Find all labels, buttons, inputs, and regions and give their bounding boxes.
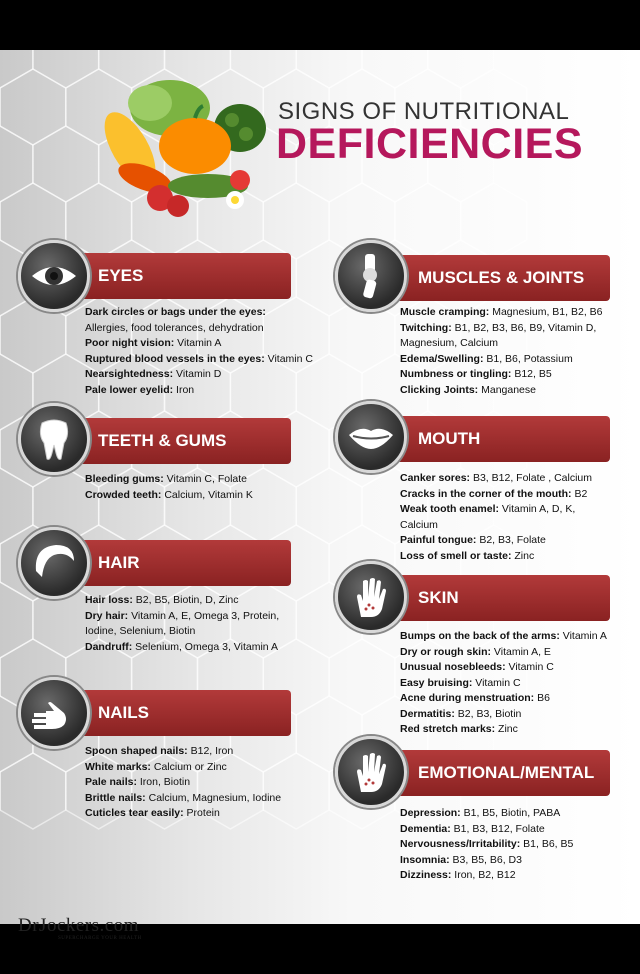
detail-value: Vitamin C [472, 676, 521, 689]
detail-line [85, 321, 313, 337]
detail-key: Nervousness/Irritability: [400, 838, 521, 850]
detail-value: B1, B3, B12, Folate [450, 822, 545, 835]
section-bar-teeth [78, 418, 291, 464]
detail-line [400, 707, 607, 723]
detail-value: Manganese [478, 383, 536, 396]
detail-line [400, 321, 603, 337]
detail-line [85, 352, 313, 368]
detail-line [85, 609, 279, 625]
detail-line [400, 352, 603, 368]
detail-value: Vitamin C [264, 352, 313, 365]
detail-line [400, 518, 592, 534]
detail-key: Painful tongue: [400, 534, 477, 546]
detail-key: Spoon shaped nails: [85, 745, 188, 757]
detail-line [400, 629, 607, 645]
detail-key: Dementia: [400, 822, 451, 835]
detail-key: Brittle nails: [85, 791, 146, 804]
detail-line [85, 336, 313, 352]
detail-key: Easy bruising: [400, 676, 473, 689]
detail-value: B3, B12, Folate , Calcium [470, 472, 593, 484]
detail-line [85, 806, 281, 822]
detail-value: B12, Iron [187, 745, 234, 757]
detail-key: Edema/Swelling: [400, 352, 484, 365]
detail-line [400, 660, 607, 676]
mouth-details [400, 471, 592, 564]
detail-key: Dry or rough skin: [400, 645, 492, 658]
detail-value: B2, B5, Biotin, D, Zinc [132, 594, 239, 606]
detail-value: Vitamin A, E [491, 645, 551, 658]
section-title-muscles: MUSCLES & JOINTS [418, 268, 585, 287]
section-bar-eyes [78, 253, 291, 299]
hexagon-cell [362, 50, 428, 88]
hexagon-cell [329, 639, 395, 715]
detail-value: Calcium, Vitamin K [161, 488, 253, 501]
muscles-details [400, 305, 603, 398]
title-top: SIGNS OF NUTRITIONAL [278, 98, 570, 125]
detail-line [85, 624, 279, 640]
section-title-hair: HAIR [98, 553, 140, 572]
section-title-eyes: EYES [98, 266, 144, 285]
title-main: DEFICIENCIES [276, 120, 584, 168]
detail-line [85, 640, 279, 656]
detail-value: Vitamin C, Folate [163, 473, 248, 485]
detail-line [400, 487, 592, 503]
detail-line [400, 837, 573, 853]
detail-value: B1, B2, B3, B6, B9, Vitamin D, [451, 321, 597, 334]
detail-key: Loss of smell or taste: [400, 549, 512, 562]
detail-key: Ruptured blood vessels in the eyes: [85, 352, 265, 365]
section-bar-mouth [398, 416, 610, 462]
detail-key: Weak tooth enamel: [400, 503, 499, 515]
detail-value: Vitamin A [559, 630, 607, 642]
detail-line [400, 305, 603, 321]
detail-key: Muscle cramping: [400, 306, 490, 318]
detail-value: Calcium [400, 518, 438, 531]
detail-value: B6 [534, 692, 550, 704]
detail-value: Magnesium, B1, B2, B6 [489, 306, 603, 318]
detail-key: Crowded teeth: [85, 488, 162, 501]
teeth-details [85, 472, 253, 503]
detail-line [400, 336, 603, 352]
section-bar-muscles [398, 255, 610, 301]
detail-line [400, 502, 592, 518]
section-title-mouth: MOUTH [418, 429, 481, 448]
detail-value: Iron, B2, B12 [451, 869, 516, 881]
detail-line [400, 383, 603, 399]
detail-line [85, 367, 313, 383]
emotional-details [400, 806, 573, 884]
detail-value: B2, B3, Biotin [454, 707, 522, 720]
hexagon-cell [428, 50, 494, 88]
detail-value: Vitamin C [505, 661, 554, 673]
detail-line [85, 383, 313, 399]
eyes-details [85, 305, 313, 398]
tooth-icon [18, 403, 90, 475]
detail-key: Bleeding gums: [85, 473, 164, 485]
detail-line [400, 806, 573, 822]
detail-key: Hair loss: [85, 594, 133, 606]
detail-line [85, 488, 253, 504]
detail-key: Dizziness: [400, 869, 452, 881]
hexagon-cell [0, 468, 33, 544]
detail-value: B1, B6, Potassium [483, 352, 573, 365]
skin-hand-icon [335, 561, 407, 633]
detail-line [85, 305, 313, 321]
hexagon-cell [461, 183, 527, 259]
detail-value: Iron [173, 383, 195, 396]
detail-key: Canker sores: [400, 472, 471, 484]
vegetables-illustration [90, 68, 275, 228]
detail-line [400, 691, 607, 707]
skin-hand-icon [335, 736, 407, 808]
section-title-teeth: TEETH & GUMS [98, 431, 227, 450]
detail-value: Zinc [511, 549, 535, 562]
section-bar-nails [78, 690, 291, 736]
section-bar-skin [398, 575, 610, 621]
detail-key: Dark circles or bags under the eyes: [85, 306, 266, 318]
skin-details [400, 629, 607, 738]
hair-details [85, 593, 279, 655]
detail-key: Numbness or tingling: [400, 368, 512, 380]
section-title-skin: SKIN [418, 588, 459, 607]
hexagon-cell [0, 69, 66, 145]
detail-line [85, 472, 253, 488]
detail-value: Vitamin A, D, K, [499, 503, 576, 515]
detail-key: Cracks in the corner of the mouth: [400, 487, 572, 500]
nails-details [85, 744, 281, 822]
detail-value: B1, B6, B5 [520, 838, 574, 850]
hexagon-cell [33, 50, 99, 88]
logo-tagline: SUPERCHARGE YOUR HEALTH [58, 936, 142, 941]
detail-line [400, 822, 573, 838]
detail-line [400, 645, 607, 661]
detail-key: Cuticles tear easily: [85, 807, 184, 819]
detail-line [85, 593, 279, 609]
detail-key: Red stretch marks: [400, 723, 496, 735]
eye-icon [18, 240, 90, 312]
logo [18, 915, 142, 941]
detail-value: Vitamin A [174, 337, 222, 349]
lips-icon [335, 401, 407, 473]
hexagon-cell [296, 50, 362, 88]
detail-value: B3, B5, B6, D3 [449, 853, 522, 866]
section-title-nails: NAILS [98, 703, 149, 722]
detail-line [400, 533, 592, 549]
detail-line [400, 367, 603, 383]
detail-line [85, 775, 281, 791]
detail-key: Bumps on the back of the arms: [400, 630, 560, 642]
detail-value: B1, B5, Biotin, PABA [460, 807, 561, 819]
detail-key: Depression: [400, 807, 461, 819]
detail-value: B2 [571, 487, 588, 500]
detail-key: Unusual nosebleeds: [400, 661, 506, 673]
hexagon-cell [0, 126, 33, 202]
section-title-emotional: EMOTIONAL/MENTAL [418, 763, 595, 782]
detail-value: Calcium or Zinc [150, 760, 227, 773]
hair-icon [18, 527, 90, 599]
detail-key: Dandruff: [85, 640, 133, 653]
detail-line [400, 853, 573, 869]
hand-icon [18, 677, 90, 749]
detail-value: Magnesium, Calcium [400, 337, 499, 349]
detail-value: Selenium, Omega 3, Vitamin A [132, 640, 278, 653]
detail-key: Pale lower eyelid: [85, 383, 174, 396]
hexagon-cell [0, 753, 66, 829]
detail-key: Insomnia: [400, 853, 450, 866]
detail-key: Pale nails: [85, 776, 137, 788]
detail-value: B12, B5 [511, 368, 552, 380]
detail-key: Twitching: [400, 321, 452, 334]
detail-value: Iron, Biotin [136, 776, 191, 788]
detail-line [400, 722, 607, 738]
detail-key: Clicking Joints: [400, 383, 479, 396]
hexagon-cell [0, 50, 33, 88]
logo-brand: DrJockers.com [18, 915, 139, 936]
detail-line [400, 471, 592, 487]
detail-key: Poor night vision: [85, 337, 175, 349]
detail-line [400, 868, 573, 884]
detail-key: Dry hair: [85, 609, 129, 622]
detail-line [85, 760, 281, 776]
detail-key: Nearsightedness: [85, 368, 174, 380]
detail-line [400, 676, 607, 692]
hexagon-cell [33, 126, 99, 202]
detail-value: Iodine, Selenium, Biotin [85, 625, 196, 637]
detail-value: Vitamin A, E, Omega 3, Protein, [128, 609, 280, 622]
detail-value: Vitamin D [173, 368, 222, 380]
detail-value: Calcium, Magnesium, Iodine [145, 791, 282, 804]
section-bar-hair [78, 540, 291, 586]
knee-joint-icon [335, 240, 407, 312]
detail-value: B2, B3, Folate [476, 534, 546, 546]
detail-value: Allergies, food tolerances, dehydration [85, 321, 264, 334]
detail-value: Zinc [495, 723, 518, 735]
detail-key: Acne during menstruation: [400, 692, 535, 704]
hexagon-cell [296, 468, 362, 544]
detail-value: Protein [183, 807, 220, 819]
detail-key: White marks: [85, 760, 151, 773]
detail-key: Dermatitis: [400, 707, 455, 720]
hexagon-cell [0, 582, 33, 658]
detail-line [400, 549, 592, 565]
hexagon-cell [395, 183, 461, 259]
detail-line [85, 744, 281, 760]
detail-line [85, 791, 281, 807]
section-bar-emotional [398, 750, 610, 796]
